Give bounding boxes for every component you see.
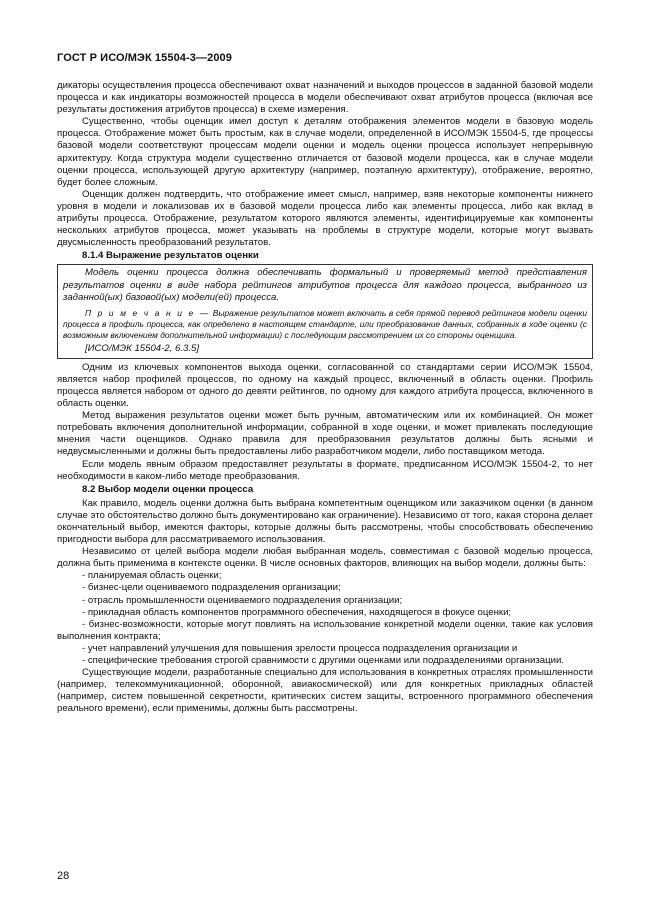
note-text: Выражение результатов может включать в себя прямой перевод рейтингов модели оценки процесса в профиль процесса, как определено в настоящем стандарте, или преобразование данных, собранных в ходе оценки (с возможным включением дополнительной информации) с последующим рассмотрением их со стороны оценщика. xyxy=(63,307,588,340)
quote-note xyxy=(63,308,587,341)
factor-list xyxy=(57,570,593,667)
quote-reference: [ИСО/МЭК 15504-2, 6.3.5] xyxy=(85,342,199,354)
paragraph: Как правило, модель оценки должна быть выбрана компетентным оценщиком или заказчиком оценки (в данном случае это обстоятельство должно быть документировано как ограничение). Независимо от того, какая сторона делает окончательный выбор, имеются факторы, которые должны быть рассмотрены, чтобы способствовать обеспечению пригодности выбора для рассматриваемого использования. xyxy=(57,497,593,546)
document-body xyxy=(57,80,593,716)
section-heading-8-2: 8.2 Выбор модели оценки процесса xyxy=(82,483,254,495)
note-label: П р и м е ч а н и е — xyxy=(85,307,211,318)
requirement-quote-box xyxy=(57,264,593,358)
paragraph: дикаторы осуществления процесса обеспечивают охват назначений и выходов процессов в заданной базовой модели процесса и как индикаторы возможностей процесса в модели обеспечивают охват атрибутов процесса (включая все результаты достижения атрибутов процесса) в схеме измерения. xyxy=(57,80,593,116)
paragraph: Независимо от целей выбора модели любая выбранная модель, совместимая с базовой моделью процесса, должна быть применима в контексте оценки. В числе основных факторов, влияющих на выбор модели, должны быть: xyxy=(57,546,593,570)
list-item: - бизнес-цели оцениваемого подразделения организации; xyxy=(82,582,341,594)
list-item: - специфические требования строгой сравнимости с другими оценками или подразделениями организации. xyxy=(82,655,565,667)
paragraph: Одним из ключевых компонентов выхода оценки, согласованной со стандартами серии ИСО/МЭК 15504, является набор профилей процессов, по одному на каждый процесс, включенный в область оценки. Профиль процесса является набором от одного до девяти рейтингов, по одному для каждого атрибута процесса, включенного в область оценки. xyxy=(57,361,593,410)
list-item: - прикладная область компонентов программного обеспечения, находящегося в фокусе оценки; xyxy=(82,606,512,618)
section-heading-8-1-4: 8.1.4 Выражение результатов оценки xyxy=(82,250,259,262)
list-item: - учет направлений улучшения для повышения зрелости процесса подразделения организации и xyxy=(82,642,518,654)
paragraph: Существующие модели, разработанные специально для использования в конкретных отраслях промышленности (например, телекоммуникационной, оборонной, авиакосмической) или для конкретных прикладных областей (например, систем повышенной секретности, критических систем защиты, встроенного программного обеспечения реального времени), если применимы, должны быть рассмотрены. xyxy=(57,667,593,715)
page-number: 28 xyxy=(57,870,70,882)
paragraph: Оценщик должен подтвердить, что отображение имеет смысл, например, взяв некоторые компоненты нижнего уровня в модели и локализовав их в базовой модели процесса либо как элементы процесса, либо как вклад в атрибуты процесса. Отображение, результатом которого являются элементы, идентифицируемые как компоненты нескольких атрибутов процесса, может указывать на проблемы в структуре модели, которые могут вызвать двусмысленность преобразований результатов. xyxy=(57,188,593,249)
quote-text: Модель оценки процесса должна обеспечивать формальный и проверяемый метод представления результатов оценки в виде набора рейтингов атрибутов процесса для каждого процесса, выбранного из заданной(ых) базовой(ых) модели(ей) процесса. xyxy=(63,267,587,303)
list-item: - отрасль промышленности оцениваемого подразделения организации; xyxy=(82,594,403,606)
paragraph: Существенно, чтобы оценщик имел доступ к деталям отображения элементов модели в базовую модель процесса. Отображение может быть простым, как в случае модели, определенной в ИСО/МЭК 15504-5, где процессы базовой модели соответствуют процессам модели оценки и модель оценки процесса использует непрерывную архитектуру. Когда структура модели существенно отличается от базовой модели процесса, как в случае модели оценки процесса, использующей другую архитектуру (например, поэтапную архитектуру), отображение, вероятно, будет более сложным. xyxy=(57,116,593,188)
page-header: ГОСТ Р ИСО/МЭК 15504-3—2009 xyxy=(57,52,232,64)
paragraph: Метод выражения результатов оценки может быть ручным, автоматическим или их комбинацией. Он может потребовать включения дополнительной информации, собранной в ходе оценки, и может привлекать последующие мнения части оценщиков. Однако правила для преобразования результатов должны быть ясными и недвусмысленными и должны быть предоставлены либо разработчиком модели, либо поставщиком метода. xyxy=(57,410,593,458)
list-item: - планируемая область оценки; xyxy=(82,570,222,582)
paragraph: Если модель явным образом предоставляет результаты в формате, предписанном ИСО/МЭК 15504-2, то нет необходимости в каком-либо методе преобразования. xyxy=(57,458,593,482)
list-item: - бизнес-возможности, которые могут повлиять на использование конкретной модели оценки, такие как условия выполнения контракта; xyxy=(57,618,593,642)
